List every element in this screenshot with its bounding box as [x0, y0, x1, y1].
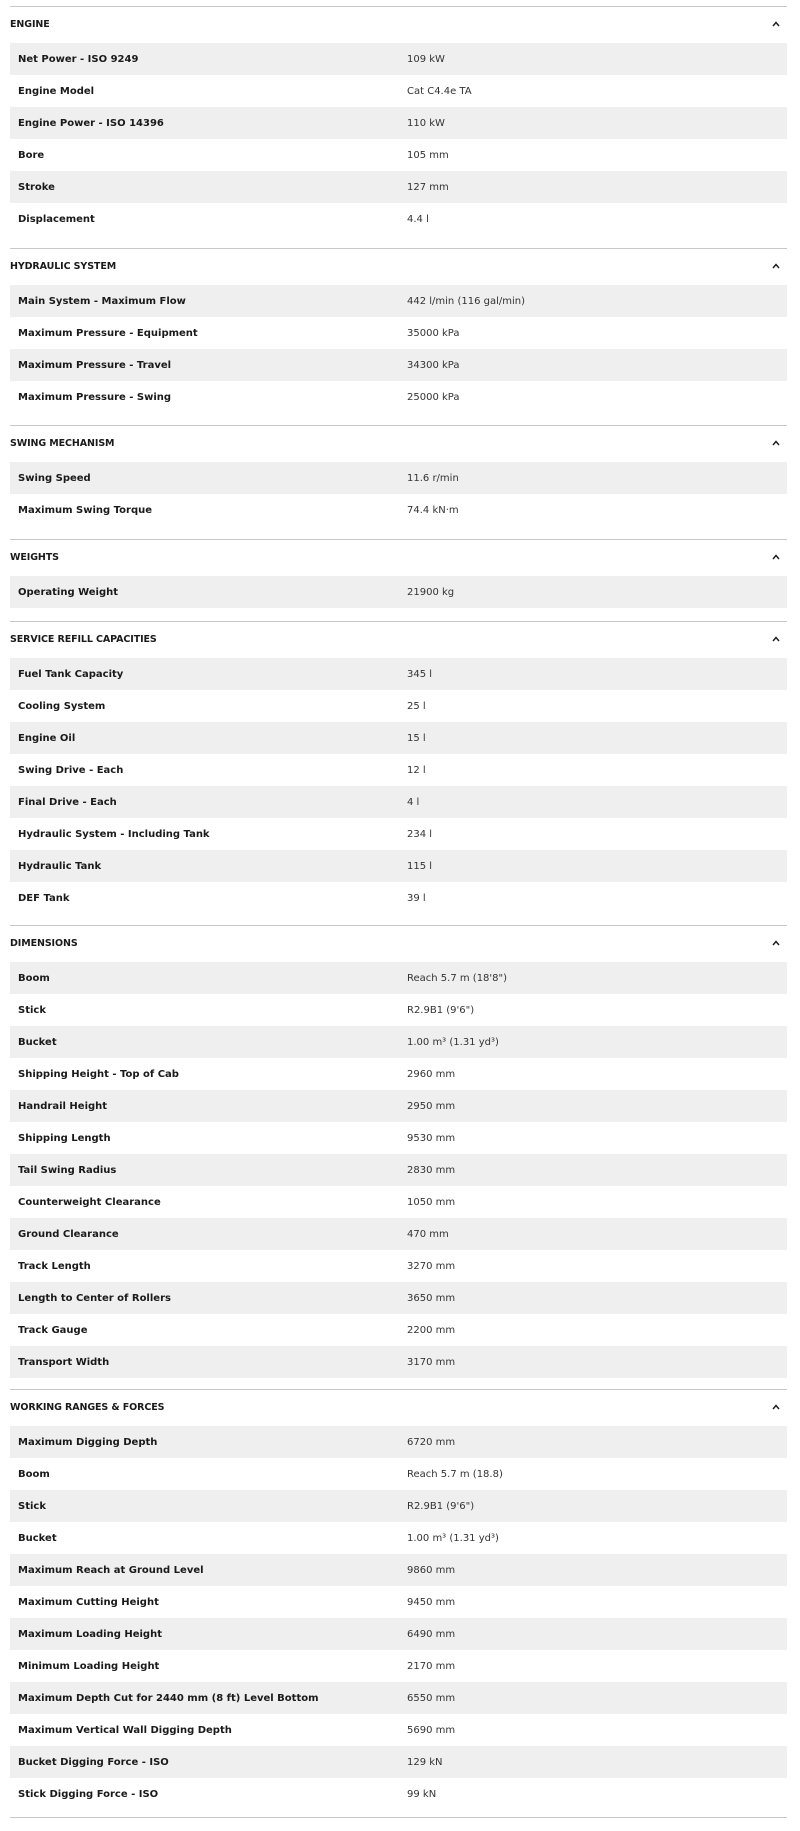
spec-label: Minimum Loading Height — [18, 1660, 160, 1672]
spec-label: Final Drive - Each — [18, 796, 117, 808]
spec-label: Maximum Loading Height — [18, 1628, 162, 1640]
spec-value: R2.9B1 (9'6") — [407, 1004, 475, 1016]
spec-label: Bucket — [18, 1532, 57, 1544]
spec-value: 9450 mm — [407, 1596, 456, 1608]
spec-label: Maximum Cutting Height — [18, 1596, 159, 1608]
spec-row — [10, 1346, 787, 1378]
spec-row — [10, 1026, 787, 1058]
section-dimensions — [10, 925, 787, 1378]
spec-row — [10, 75, 787, 107]
spec-value: 21900 kg — [407, 586, 455, 598]
spec-label: Operating Weight — [18, 586, 119, 598]
spec-label: Net Power - ISO 9249 — [18, 53, 139, 65]
spec-value: 3650 mm — [407, 1292, 456, 1304]
spec-row — [10, 1458, 787, 1490]
chevron-up-icon[interactable] — [772, 21, 779, 28]
spec-value: 2200 mm — [407, 1324, 456, 1336]
spec-row — [10, 1218, 787, 1250]
spec-row — [10, 1282, 787, 1314]
spec-label: Maximum Reach at Ground Level — [18, 1564, 204, 1576]
spec-label: Boom — [18, 972, 50, 984]
spec-row — [10, 994, 787, 1026]
spec-value: 1.00 m³ (1.31 yd³) — [407, 1532, 499, 1544]
spec-label: Maximum Swing Torque — [18, 504, 152, 516]
spec-value: 4 l — [407, 796, 420, 808]
spec-label: Maximum Pressure - Travel — [18, 359, 172, 371]
spec-label: Track Gauge — [18, 1324, 88, 1336]
chevron-up-icon[interactable] — [772, 1404, 779, 1411]
spec-value: 74.4 kN·m — [407, 504, 459, 516]
section-header[interactable] — [10, 7, 787, 41]
section-title: ENGINE — [10, 18, 50, 30]
spec-value: 2960 mm — [407, 1068, 456, 1080]
spec-value: 109 kW — [407, 53, 445, 65]
section-header[interactable] — [10, 622, 787, 656]
section-weights — [10, 539, 787, 608]
spec-label: Cooling System — [18, 700, 106, 712]
spec-row — [10, 285, 787, 317]
spec-label: Swing Speed — [18, 472, 91, 484]
spec-value: 2830 mm — [407, 1164, 456, 1176]
spec-table — [10, 658, 787, 914]
spec-label: Engine Model — [18, 85, 95, 97]
spec-label: Tail Swing Radius — [18, 1164, 117, 1176]
spec-label: Stick — [18, 1500, 46, 1512]
section-title: SWING MECHANISM — [10, 437, 115, 449]
spec-value: Cat C4.4e TA — [407, 85, 472, 97]
section-header[interactable] — [10, 426, 787, 460]
spec-value: 12 l — [407, 764, 426, 776]
spec-row — [10, 317, 787, 349]
spec-label: Main System - Maximum Flow — [18, 295, 186, 307]
spec-value: 9860 mm — [407, 1564, 456, 1576]
spec-value: 99 kN — [407, 1788, 437, 1800]
spec-row — [10, 1426, 787, 1458]
spec-row — [10, 1714, 787, 1746]
spec-label: Shipping Height - Top of Cab — [18, 1068, 179, 1080]
spec-value: Reach 5.7 m (18.8) — [407, 1468, 503, 1480]
spec-label: Maximum Depth Cut for 2440 mm (8 ft) Level Bottom — [18, 1692, 319, 1704]
spec-row — [10, 1058, 787, 1090]
chevron-up-icon[interactable] — [772, 263, 779, 270]
section-working-ranges-forces — [10, 1389, 787, 1810]
spec-row — [10, 850, 787, 882]
section-title: WEIGHTS — [10, 551, 59, 563]
spec-label: Ground Clearance — [18, 1228, 119, 1240]
spec-value: 127 mm — [407, 181, 449, 193]
spec-label: Handrail Height — [18, 1100, 108, 1112]
spec-value: 115 l — [407, 860, 433, 872]
spec-label: Maximum Pressure - Equipment — [18, 327, 198, 339]
spec-label: Bore — [18, 149, 45, 161]
spec-row — [10, 462, 787, 494]
spec-label: Hydraulic System - Including Tank — [18, 828, 210, 840]
spec-label: Fuel Tank Capacity — [18, 668, 124, 680]
spec-row — [10, 1586, 787, 1618]
spec-value: 5690 mm — [407, 1724, 456, 1736]
spec-row — [10, 754, 787, 786]
spec-label: Boom — [18, 1468, 50, 1480]
spec-label: Engine Oil — [18, 732, 76, 744]
section-title: WORKING RANGES & FORCES — [10, 1401, 165, 1413]
spec-label: Maximum Pressure - Swing — [18, 391, 172, 403]
spec-value: 25000 kPa — [407, 391, 460, 403]
spec-value: 35000 kPa — [407, 327, 460, 339]
chevron-up-icon[interactable] — [772, 940, 779, 947]
spec-row — [10, 107, 787, 139]
spec-row — [10, 1554, 787, 1586]
spec-label: Bucket Digging Force - ISO — [18, 1756, 169, 1768]
spec-label: Track Length — [18, 1260, 91, 1272]
section-title: HYDRAULIC SYSTEM — [10, 260, 117, 272]
spec-row — [10, 203, 787, 235]
spec-row — [10, 1186, 787, 1218]
spec-value: 345 l — [407, 668, 433, 680]
spec-value: 234 l — [407, 828, 433, 840]
spec-row — [10, 171, 787, 203]
spec-row — [10, 818, 787, 850]
section-header[interactable] — [10, 1390, 787, 1424]
spec-row — [10, 349, 787, 381]
spec-row — [10, 722, 787, 754]
bottom-divider — [10, 1817, 787, 1818]
section-hydraulic-system — [10, 248, 787, 413]
spec-value: 6720 mm — [407, 1436, 456, 1448]
spec-row — [10, 962, 787, 994]
spec-label: Stroke — [18, 181, 55, 193]
spec-row — [10, 139, 787, 171]
spec-value: 442 l/min (116 gal/min) — [407, 295, 525, 307]
spec-value: 1.00 m³ (1.31 yd³) — [407, 1036, 499, 1048]
spec-value: R2.9B1 (9'6") — [407, 1500, 475, 1512]
spec-value: Reach 5.7 m (18'8") — [407, 972, 508, 984]
spec-value: 25 l — [407, 700, 426, 712]
spec-value: 2170 mm — [407, 1660, 456, 1672]
spec-table — [10, 962, 787, 1378]
spec-label: Counterweight Clearance — [18, 1196, 161, 1208]
spec-row — [10, 576, 787, 608]
spec-value: 34300 kPa — [407, 359, 460, 371]
spec-row — [10, 786, 787, 818]
spec-row — [10, 494, 787, 526]
spec-table — [10, 576, 787, 608]
spec-label: Swing Drive - Each — [18, 764, 124, 776]
spec-label: Shipping Length — [18, 1132, 111, 1144]
spec-row — [10, 1250, 787, 1282]
spec-table — [10, 462, 787, 526]
spec-row — [10, 1522, 787, 1554]
spec-label: Stick Digging Force - ISO — [18, 1788, 159, 1800]
spec-value: 3270 mm — [407, 1260, 456, 1272]
section-service-refill-capacities — [10, 621, 787, 914]
spec-value: 2950 mm — [407, 1100, 456, 1112]
spec-row — [10, 1650, 787, 1682]
section-header[interactable] — [10, 926, 787, 960]
spec-value: 4.4 l — [407, 213, 429, 225]
spec-value: 105 mm — [407, 149, 449, 161]
spec-label: Maximum Digging Depth — [18, 1436, 158, 1448]
spec-row — [10, 1090, 787, 1122]
spec-value: 9530 mm — [407, 1132, 456, 1144]
section-header[interactable] — [10, 249, 787, 283]
spec-table — [10, 285, 787, 413]
section-engine — [10, 6, 787, 235]
spec-value: 110 kW — [407, 117, 445, 129]
spec-row — [10, 1746, 787, 1778]
spec-row — [10, 658, 787, 690]
spec-value: 3170 mm — [407, 1356, 456, 1368]
spec-label: Bucket — [18, 1036, 57, 1048]
spec-value: 39 l — [407, 892, 426, 904]
section-title: SERVICE REFILL CAPACITIES — [10, 633, 157, 645]
spec-label: Engine Power - ISO 14396 — [18, 117, 164, 129]
spec-row — [10, 1314, 787, 1346]
spec-label: Hydraulic Tank — [18, 860, 102, 872]
spec-value: 470 mm — [407, 1228, 449, 1240]
spec-label: Displacement — [18, 213, 95, 225]
chevron-up-icon[interactable] — [772, 554, 779, 561]
section-title: DIMENSIONS — [10, 937, 78, 949]
spec-value: 6550 mm — [407, 1692, 456, 1704]
spec-row — [10, 1122, 787, 1154]
spec-label: Maximum Vertical Wall Digging Depth — [18, 1724, 232, 1736]
spec-label: Stick — [18, 1004, 46, 1016]
spec-value: 6490 mm — [407, 1628, 456, 1640]
spec-row — [10, 43, 787, 75]
section-header[interactable] — [10, 540, 787, 574]
spec-label: Transport Width — [18, 1356, 110, 1368]
spec-value: 1050 mm — [407, 1196, 456, 1208]
spec-row — [10, 1154, 787, 1186]
spec-label: Length to Center of Rollers — [18, 1292, 171, 1304]
spec-table — [10, 43, 787, 235]
spec-label: DEF Tank — [18, 892, 70, 904]
spec-value: 129 kN — [407, 1756, 443, 1768]
chevron-up-icon[interactable] — [772, 440, 779, 447]
spec-value: 11.6 r/min — [407, 472, 459, 484]
spec-row — [10, 882, 787, 914]
spec-row — [10, 1682, 787, 1714]
chevron-up-icon[interactable] — [772, 636, 779, 643]
spec-row — [10, 1618, 787, 1650]
spec-table — [10, 1426, 787, 1810]
spec-row — [10, 381, 787, 413]
spec-value: 15 l — [407, 732, 426, 744]
spec-row — [10, 1778, 787, 1810]
spec-row — [10, 690, 787, 722]
spec-row — [10, 1490, 787, 1522]
section-swing-mechanism — [10, 425, 787, 526]
